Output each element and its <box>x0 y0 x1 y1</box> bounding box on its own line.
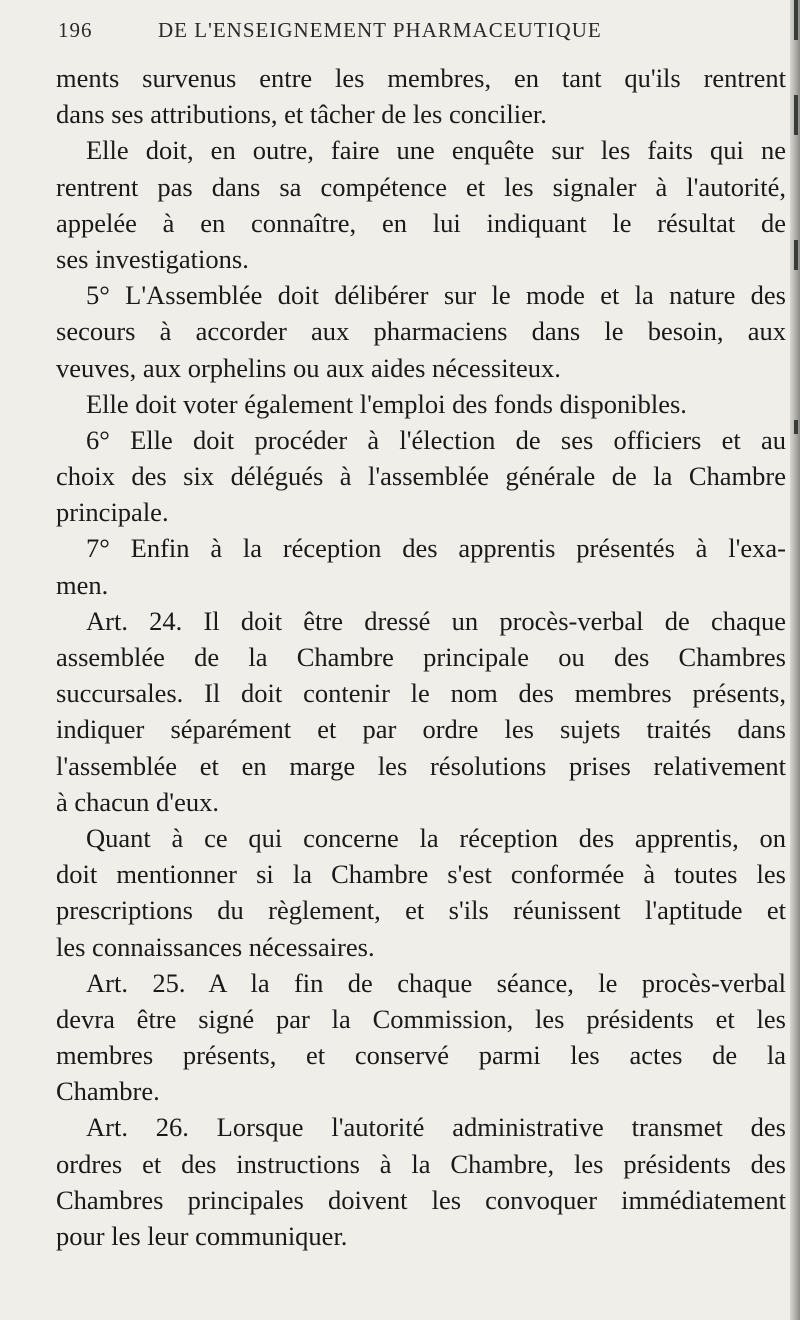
text-line: dans ses attributions, et tâcher de les concilier. <box>56 99 547 130</box>
text-line: 6° Elle doit procéder à l'élection de ses officiers et au <box>86 424 786 455</box>
text-line: indiquer séparément et par ordre les sujets traités dans <box>56 714 786 745</box>
text-line: 5° L'Assemblée doit délibérer sur le mode et la nature des <box>86 280 786 311</box>
text-line: l'assemblée et en marge les résolutions prises relativement <box>56 750 786 781</box>
edge-mark <box>794 0 798 40</box>
edge-mark <box>794 95 798 135</box>
text-line: membres présents, et conservé parmi les actes de la <box>56 1040 786 1071</box>
text-line: Elle doit voter également l'emploi des fonds disponibles. <box>86 388 687 419</box>
text-line: Quant à ce qui concerne la réception des apprentis, on <box>86 822 786 853</box>
body-text <box>56 60 786 1254</box>
page-header <box>58 18 740 48</box>
text-line: prescriptions du règlement, et s'ils réunissent l'aptitude et <box>56 895 786 926</box>
running-title: DE L'ENSEIGNEMENT PHARMACEUTIQUE <box>158 18 602 42</box>
text-line: veuves, aux orphelins ou aux aides nécessiteux. <box>56 352 561 383</box>
text-line: ordres et des instructions à la Chambre, les présidents des <box>56 1148 786 1179</box>
text-line: rentrent pas dans sa compétence et les signaler à l'autorité, <box>56 171 786 202</box>
text-line: devra être signé par la Commission, les présidents et les <box>56 1003 786 1034</box>
text-line: Art. 24. Il doit être dressé un procès-verbal de chaque <box>86 605 786 636</box>
text-line: ments survenus entre les membres, en tant qu'ils rentrent <box>56 63 786 93</box>
text-line: ses investigations. <box>56 243 249 274</box>
text-line: principale. <box>56 497 169 528</box>
text-line: 7° Enfin à la réception des apprentis présentés à l'exa- <box>86 533 786 564</box>
text-line: assemblée de la Chambre principale ou des Chambres <box>56 642 786 672</box>
text-line: secours à accorder aux pharmaciens dans le besoin, aux <box>56 316 786 347</box>
text-line: les connaissances nécessaires. <box>56 931 375 962</box>
text-line: Elle doit, en outre, faire une enquête sur les faits qui ne <box>86 135 786 166</box>
text-line: choix des six délégués à l'assemblée générale de la Chambre <box>56 461 786 492</box>
text-line: succursales. Il doit contenir le nom des membres présents, <box>56 678 786 709</box>
edge-mark <box>794 420 798 434</box>
text-line: Chambre. <box>56 1076 160 1107</box>
text-line: à chacun d'eux. <box>56 786 219 817</box>
edge-mark <box>794 240 798 270</box>
text-line: Chambres principales doivent les convoquer immédiatement <box>56 1184 786 1215</box>
text-line: Art. 26. Lorsque l'autorité administrative transmet des <box>86 1112 786 1143</box>
text-line: Art. 25. A la fin de chaque séance, le procès-verbal <box>86 967 786 998</box>
text-line: men. <box>56 569 109 600</box>
text-line: pour les leur communiquer. <box>56 1221 348 1251</box>
text-line: doit mentionner si la Chambre s'est conformée à toutes les <box>56 859 786 890</box>
text-line: appelée à en connaître, en lui indiquant le résultat de <box>56 207 786 238</box>
page-edge-shadow <box>790 0 800 1320</box>
page-number: 196 <box>58 18 93 42</box>
